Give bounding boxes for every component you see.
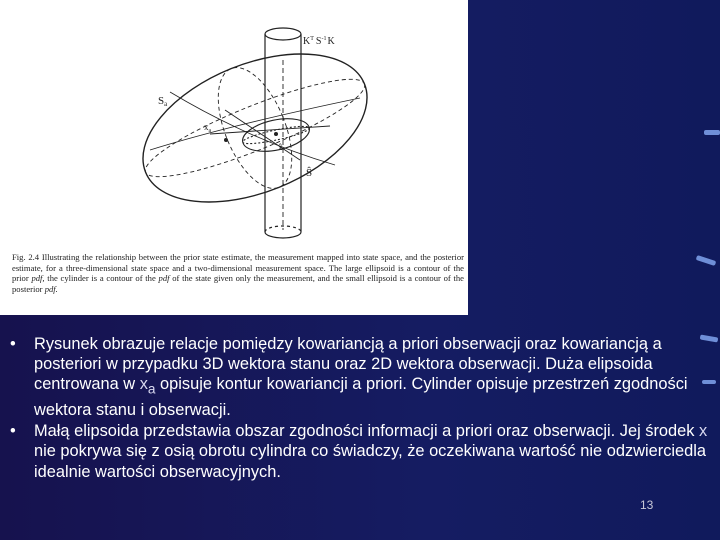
caption-pdf-1: pdf,	[31, 273, 45, 284]
bullet-marker: •	[10, 335, 16, 353]
bullet-variable: x	[699, 422, 708, 441]
large-ellipsoid	[122, 24, 389, 231]
bullet-text-after: opisuje kontur kowariancji a priori. Cylinder opisuje przestrzeń zgodności wektora stanu i obserwacji.	[34, 375, 688, 419]
s-hat-label: Ŝ	[306, 167, 313, 179]
bullet-variable: x	[139, 375, 148, 394]
ellipsoid-diagram	[0, 0, 468, 252]
bullet-text: Rysunek obrazuje relacje pomiędzy kowariancją a priori obserwacji oraz kowariancją a posteriori w przypadku 3D wektora stanu oraz 2D wektora obserwacji. Duża elipsoida centrowana w	[34, 335, 662, 394]
page-number: 13	[640, 498, 654, 512]
caption-text-1: Illustrating the relationship between the prior state estimate, the measurement mapped into state space, and the posterior estimate, for a three-dimensional state space and a two-dimensional measurement space. The large ellipsoid is a contour of the prior	[12, 252, 464, 284]
caption-pdf-2: pdf	[158, 273, 170, 284]
caption-text-3: of the state given only the measurement, and the small ellipsoid is a contour of the posterior	[12, 273, 464, 294]
bullet-variable-subscript: a	[147, 381, 156, 397]
bullet-list	[10, 334, 710, 483]
bullet-text: Małą elipsoida przedstawia obszar zgodności informacji a priori oraz obserwacji. Jej środek	[34, 422, 700, 441]
caption-pdf-3: pdf.	[44, 283, 58, 294]
figure-panel	[0, 0, 468, 315]
bullet-item	[10, 421, 710, 482]
bullet-text-after: nie pokrywa się z osią obrotu cylindra co świadczy, że oczekiwana wartość nie odzwierciedla idealnie wartości obserwacyjnych.	[34, 442, 707, 481]
prior-s-label: Sa	[158, 95, 168, 108]
x-hat-point	[274, 132, 278, 136]
cylinder-bottom	[265, 232, 301, 238]
figure-number: Fig. 2.4	[12, 252, 40, 262]
figure-caption	[12, 252, 464, 294]
caption-text-2: the cylinder is a contour of the	[44, 273, 159, 284]
bullet-marker: •	[10, 422, 16, 441]
x-hat-label: x̂	[278, 142, 283, 152]
decor-mark	[696, 255, 717, 266]
decor-mark	[704, 130, 720, 135]
bullet-item	[10, 334, 710, 420]
x-a-point	[224, 138, 228, 142]
cylinder-top	[265, 28, 301, 40]
x-a-label: $x_a$	[204, 122, 212, 134]
decor-mark	[702, 380, 716, 384]
matrix-label: $K^T$ $S^{-1}K$	[303, 36, 335, 47]
